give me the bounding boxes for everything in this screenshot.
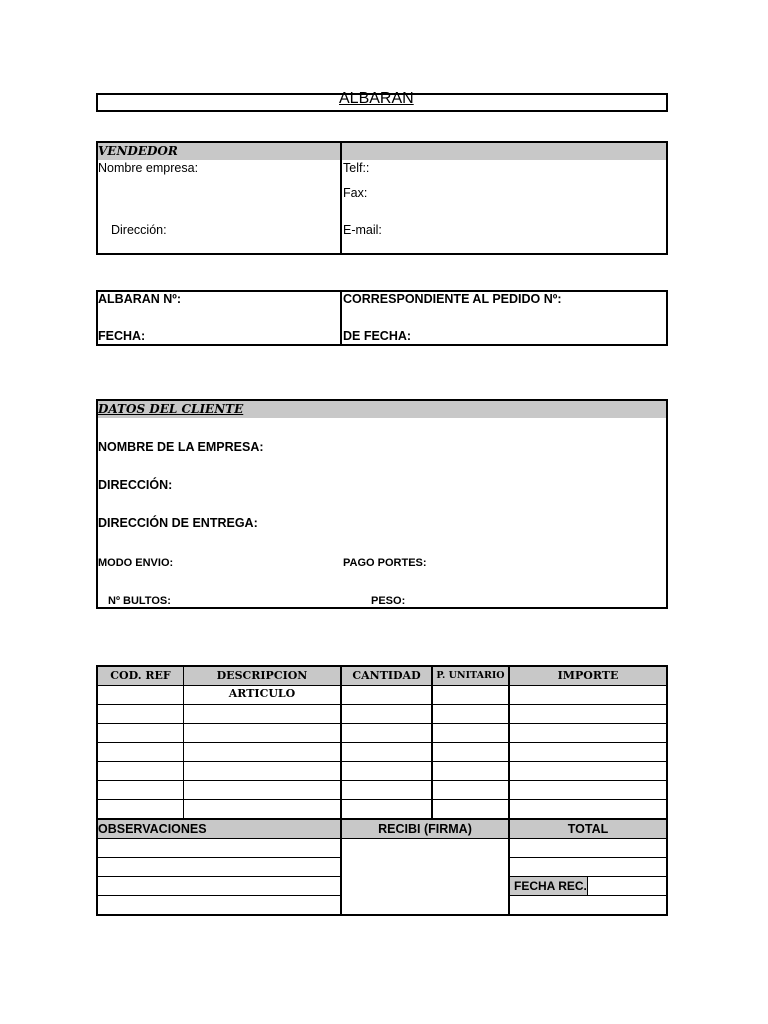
vendor-company-label: Nombre empresa:: [98, 161, 199, 175]
col-line: [431, 667, 433, 818]
client-header: DATOS DEL CLIENTE: [98, 402, 244, 416]
received-date-label: FECHA REC.: [514, 879, 587, 893]
row-line: [98, 838, 666, 839]
col-header-importe: IMPORTE: [557, 669, 619, 682]
row-line: [98, 857, 340, 858]
shipping-mode-label: MODO ENVIO:: [98, 557, 174, 569]
vendor-address-label: Dirección:: [111, 223, 167, 237]
row-line: [509, 895, 666, 896]
shipping-cost-label: PAGO PORTES:: [343, 557, 427, 569]
vendor-divider: [340, 143, 342, 253]
col-line: [340, 667, 342, 818]
col-header-cantidad: CANTIDAD: [352, 669, 421, 682]
order-number-label: CORRESPONDIENTE AL PEDIDO Nº:: [343, 292, 562, 306]
vendor-phone-label: Telf::: [343, 161, 370, 175]
col-line: [508, 667, 510, 818]
col-header-descripcion: DESCRIPCION ARTICULO: [216, 669, 308, 700]
vendor-header-bar: [98, 143, 666, 160]
packages-label: Nº BULTOS:: [108, 595, 171, 607]
client-address-label: DIRECCIÓN:: [98, 478, 173, 492]
client-section: [96, 399, 668, 609]
client-company-label: NOMBRE DE LA EMPRESA:: [98, 440, 264, 454]
received-signature-label: RECIBI (FIRMA): [378, 822, 472, 836]
col-header-p-unitario: P. UNITARIO: [436, 670, 505, 681]
page-title: ALBARAN: [339, 90, 414, 107]
weight-label: PESO:: [371, 595, 406, 607]
row-line: [509, 857, 666, 858]
total-label: TOTAL: [567, 822, 609, 836]
row-line: [98, 895, 340, 896]
delivery-number-label: ALBARAN Nº:: [98, 292, 182, 306]
vendor-fax-label: Fax:: [343, 186, 368, 200]
client-delivery-address-label: DIRECCIÓN DE ENTREGA:: [98, 516, 258, 530]
vendor-header: VENDEDOR: [98, 144, 178, 158]
row-line: [98, 876, 340, 877]
vendor-email-label: E-mail:: [343, 223, 382, 237]
observations-label: OBSERVACIONES: [98, 822, 207, 836]
delivery-date-label: FECHA:: [98, 329, 146, 343]
col-header-cod-ref: COD. REF: [110, 669, 171, 682]
delivery-divider: [340, 292, 342, 344]
order-date-label: DE FECHA:: [343, 329, 412, 343]
